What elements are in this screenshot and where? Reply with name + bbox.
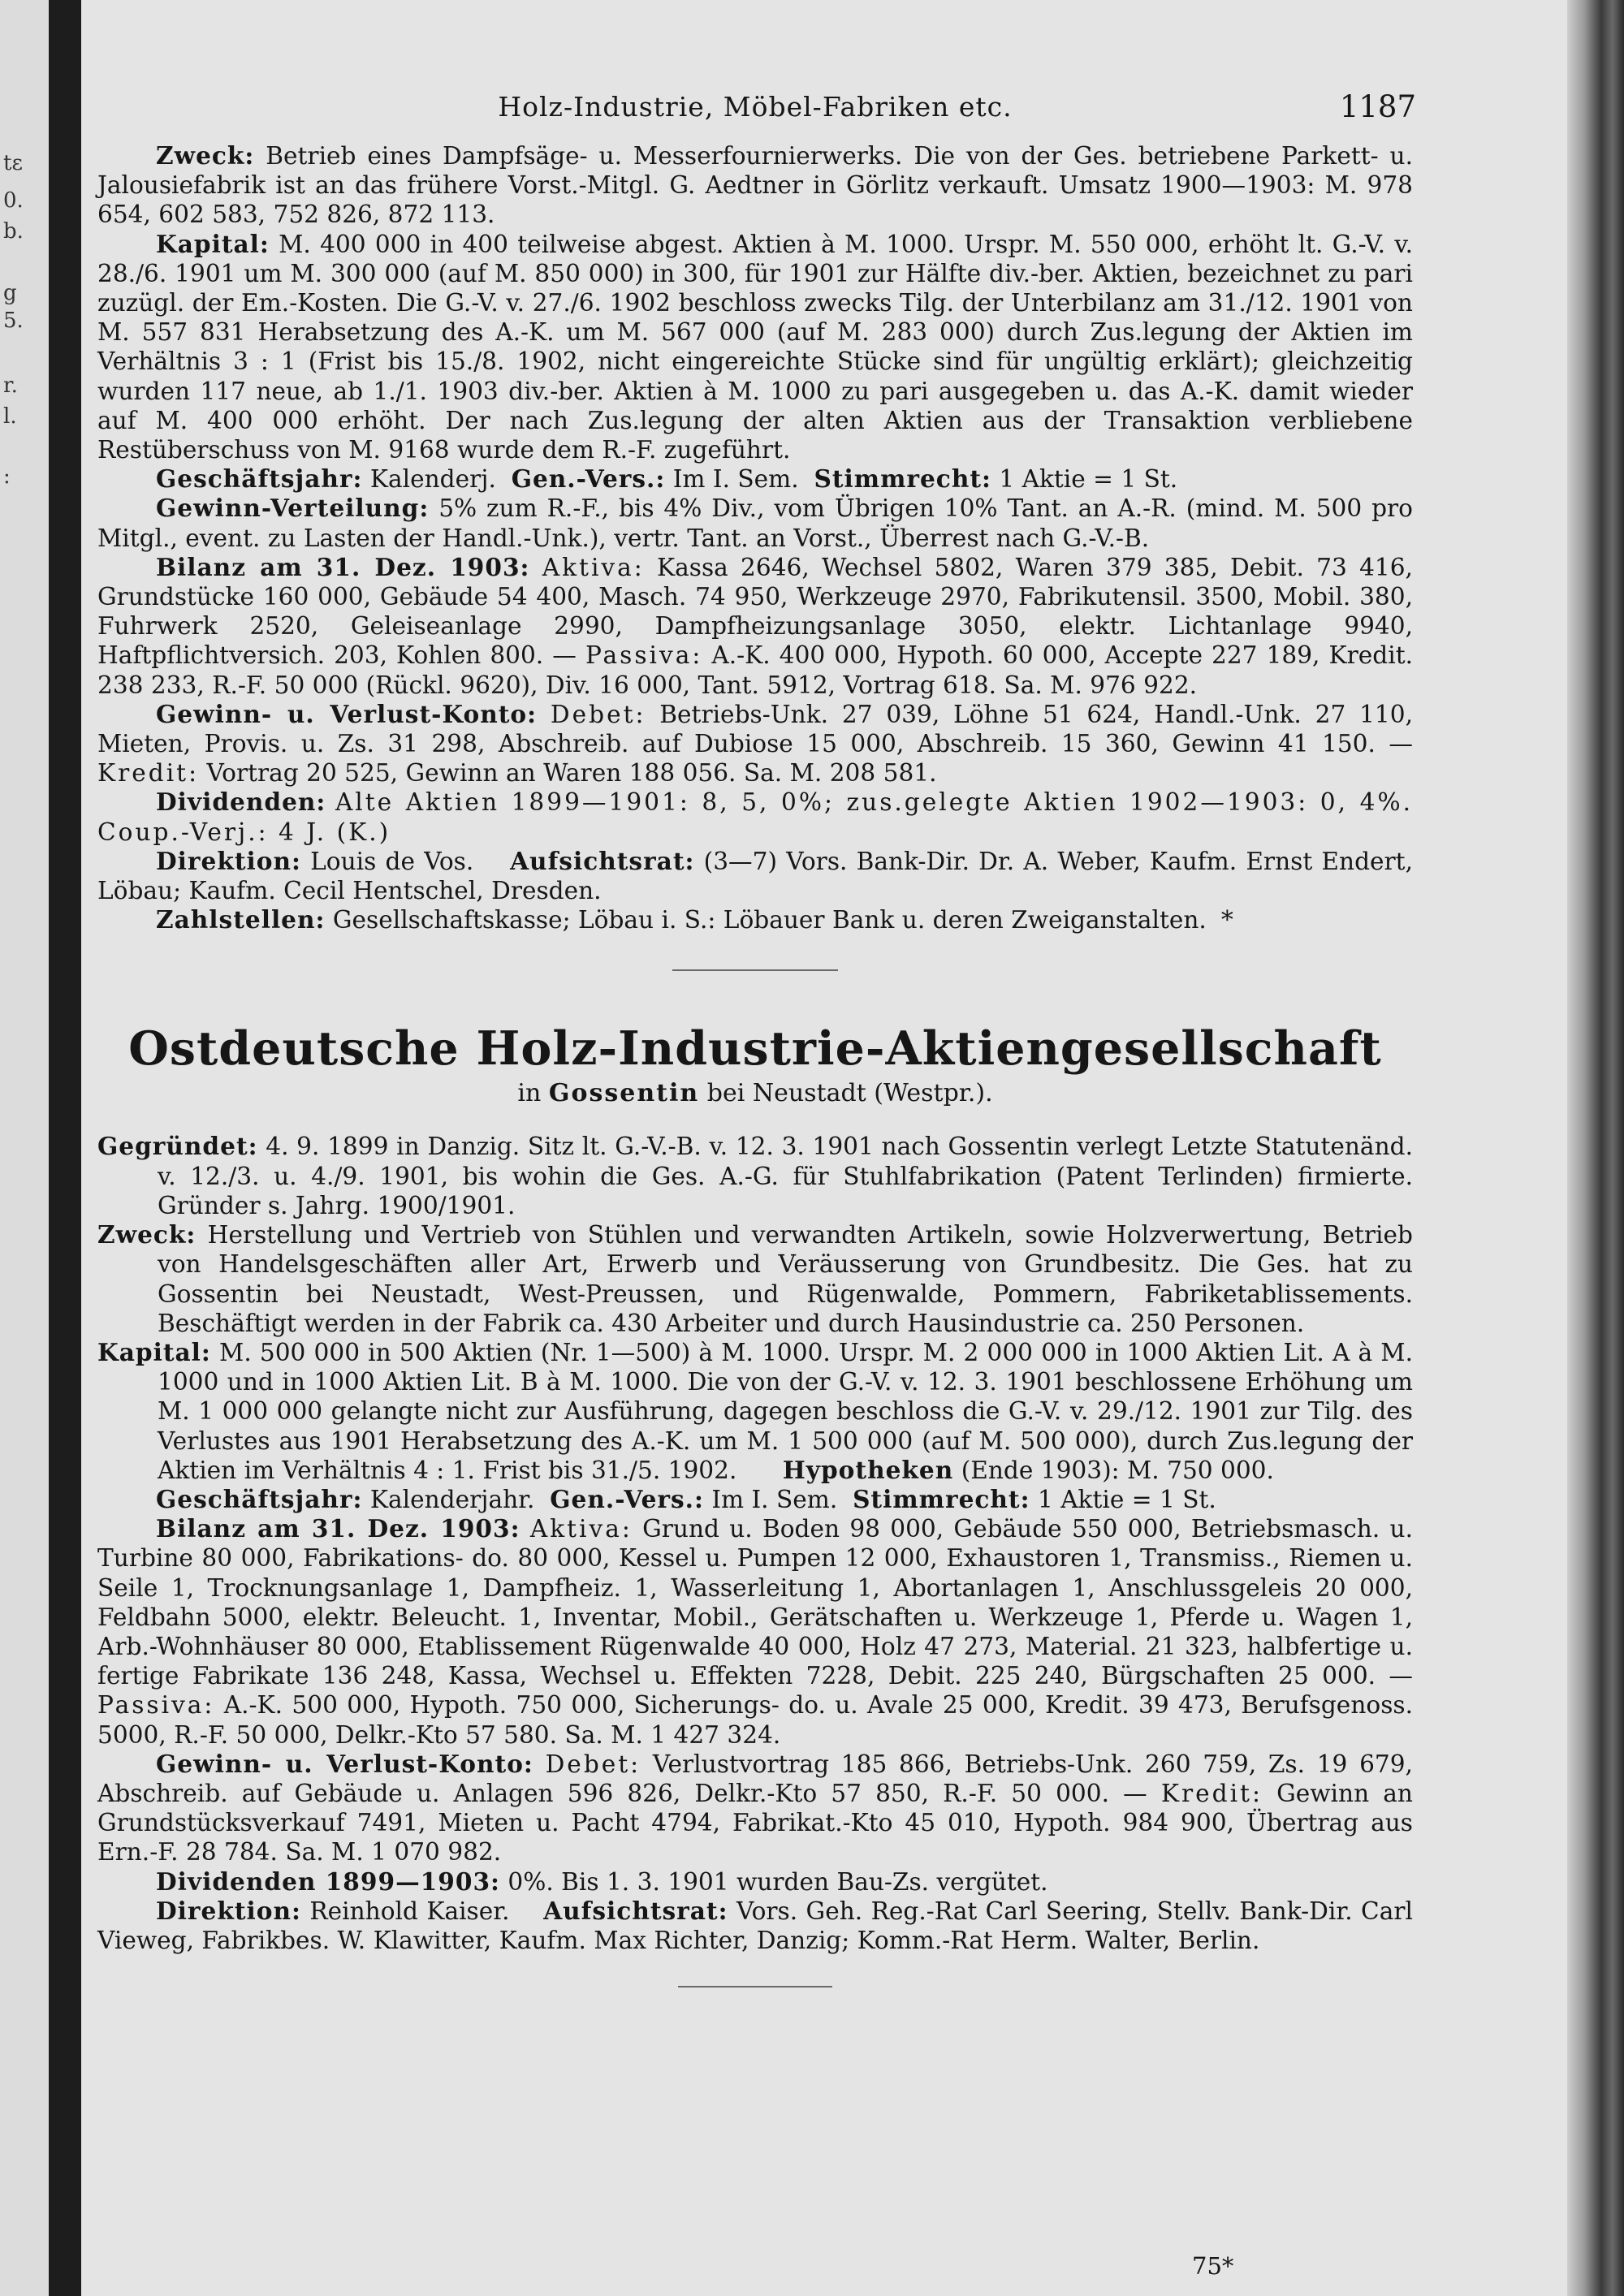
profit-distribution-paragraph — [97, 494, 1413, 552]
margin-fragment: r. — [3, 373, 18, 398]
location-prefix: in — [517, 1079, 542, 1108]
balance-sheet-liabilities: A.-K. 500 000, Hypoth. 750 000, Sicherungs- do. u. Avale 25 000, Kredit. 39 473, Berufsgenoss. 5000, R.-F. 50 000, Delkr.-Kto 57 580. Sa. M. 1 427 324. — [97, 1691, 1413, 1749]
capital-label: Kapital: — [97, 1337, 211, 1366]
running-head — [97, 81, 1416, 130]
footnote-star: * — [1220, 906, 1233, 935]
fiscal-year-label: Geschäftsjahr: — [156, 1484, 363, 1513]
profit-loss-credit: Vortrag 20 525, Gewinn an Waren 188 056. Sa. M. 208 581. — [206, 759, 937, 788]
profit-loss-debit: Betriebs-Unk. 27 039, Löhne 51 624, Handl.-Unk. 27 110, Mieten, Provis. u. Zs. 31 298, Abschreib. auf Dubiose 15 000, Abschreib. 15 360, Gewinn 41 150. — — [97, 700, 1413, 758]
running-title: Holz-Industrie, Möbel-Fabriken etc. — [498, 91, 1013, 123]
dividends-paragraph — [97, 1867, 1413, 1897]
balance-sheet-paragraph — [97, 553, 1413, 700]
dividends-label: Dividenden: — [156, 788, 326, 817]
entry-ostdeutsche-holz — [97, 1021, 1413, 1955]
margin-fragment: tε — [3, 151, 23, 175]
profit-loss-label: Gewinn- u. Verlust-Konto: — [156, 1749, 533, 1778]
balance-sheet-liabilities: A.-K. 400 000, Hypoth. 60 000, Accepte 227 189, Kredit. 238 233, R.-F. 50 000 (Rückl. 9620), Div. 16 000, Tant. 5912, Vortrag 618. Sa. M. 976 922. — [97, 641, 1413, 699]
debit-label: Debet: — [545, 1750, 641, 1778]
section-divider — [672, 969, 838, 971]
margin-fragment: : — [3, 464, 11, 489]
binding-gutter — [49, 0, 81, 2296]
printer-signature: 75* — [1192, 2252, 1234, 2280]
management-paragraph — [97, 847, 1413, 905]
page-number: 1187 — [1339, 89, 1416, 124]
paying-agents-text: Gesellschaftskasse; Löbau i. S.: Löbauer Bank u. deren Zweiganstalten. — [332, 906, 1207, 934]
margin-fragment: 5. — [3, 309, 24, 333]
general-meeting-label: Gen.-Vers.: — [511, 464, 666, 494]
general-meeting-text: Im I. Sem. — [711, 1485, 838, 1513]
location-suffix: bei Neustadt (Westpr.). — [706, 1079, 993, 1108]
section-divider — [678, 1986, 832, 1987]
margin-fragment: 0. — [3, 188, 24, 213]
voting-right-label: Stimmrecht: — [814, 464, 991, 494]
profit-loss-paragraph — [97, 1750, 1413, 1867]
margin-fragment: g — [3, 281, 17, 305]
purpose-label: Zweck: — [156, 141, 255, 170]
fiscal-year-paragraph — [97, 464, 1413, 494]
balance-sheet-paragraph — [97, 1514, 1413, 1750]
voting-right-text: 1 Aktie = 1 St. — [1037, 1485, 1216, 1513]
profit-distribution-label: Gewinn-Verteilung: — [156, 494, 430, 523]
capital-paragraph — [97, 230, 1413, 465]
balance-sheet-assets: Kassa 2646, Wechsel 5802, Waren 379 385, Debit. 73 416, Grundstücke 160 000, Gebäude 54 400, Masch. 74 950, Werkzeuge 2970, Fabrikutensil. 3500, Mobil. 380, Fuhrwerk 2520, Geleiseanlage 2990, Dampfheizungsanlage 3050, elektr. Lichtanlage 9940, Haftpflichtversich. 203, Kohlen 800. — — [97, 553, 1413, 670]
supervisory-board-text: Vors. Geh. Reg.-Rat Carl Seering, Stellv. Bank-Dir. Carl Vieweg, Fabrikbes. W. Klawitter, Kaufm. Max Richter, Danzig; Komm.-Rat Herm. Walter, Berlin. — [97, 1897, 1413, 1954]
balance-sheet-label: Bilanz am 31. Dez. 1903: — [156, 552, 530, 581]
profit-loss-paragraph — [97, 700, 1413, 788]
dividends-label: Dividenden 1899—1903: — [156, 1867, 500, 1896]
fiscal-year-text: Kalenderj. — [369, 465, 496, 494]
left-page-margin — [0, 0, 49, 2296]
assets-label: Aktiva: — [529, 1515, 633, 1543]
dividends-text: Alte Aktien 1899—1901: 8, 5, 0%; zus.gelegte Aktien 1902—1903: 0, 4%. Coup.-Verj.: 4 J. (K.) — [97, 788, 1413, 846]
company-location — [97, 1079, 1413, 1107]
supervisory-board-label: Aufsichtsrat: — [543, 1896, 728, 1925]
page-body — [97, 81, 1416, 1987]
profit-loss-debit: Verlustvortrag 185 866, Betriebs-Unk. 260 759, Zs. 19 679, Abschreib. auf Gebäude u. Anlagen 596 826, Delkr.-Kto 57 850, R.-F. 50 000. — — [97, 1750, 1413, 1807]
profit-distribution-text: 5% zum R.-F., bis 4% Div., vom Übrigen 10% Tant. an A.-R. (mind. M. 500 pro Mitgl., event. zu Lasten der Handl.-Unk.), vertr. Tant. an Vorst., Überrest nach G.-V.-B. — [97, 494, 1413, 552]
page-edge-shadow — [1567, 0, 1624, 2296]
dividends-text: 0%. Bis 1. 3. 1901 wurden Bau-Zs. vergütet. — [508, 1867, 1048, 1896]
profit-loss-credit: Gewinn an Grundstücksverkauf 7491, Mieten u. Pacht 4794, Fabrikat.-Kto 45 010, Hypoth. 984 900, Übertrag aus Ern.-F. 28 784. Sa. M. 1 070 982. — [97, 1779, 1413, 1867]
capital-label: Kapital: — [156, 229, 270, 258]
liabilities-label: Passiva: — [585, 641, 703, 670]
debit-label: Debet: — [550, 700, 646, 728]
purpose-text: Herstellung und Vertrieb von Stühlen und verwandten Artikeln, sowie Holzverwertung, Betrieb von Handelsgeschäften aller Art, Erwerb und Veräusserung von Grundbesitz. Die Ges. hat zu Gossentin bei Neustadt, West-Preussen, und Rügenwalde, Pommern, Fabriketablissements. Beschäftigt werden in der Fabrik ca. 430 Arbeiter und durch Hausindustrie ca. 250 Personen. — [158, 1221, 1413, 1337]
voting-right-text: 1 Aktie = 1 St. — [999, 465, 1178, 494]
paying-agents-label: Zahlstellen: — [156, 905, 326, 934]
purpose-label: Zweck: — [97, 1220, 197, 1249]
margin-fragment: l. — [3, 404, 17, 429]
purpose-paragraph — [97, 141, 1413, 230]
assets-label: Aktiva: — [542, 553, 645, 581]
profit-loss-label: Gewinn- u. Verlust-Konto: — [156, 699, 538, 728]
general-meeting-text: Im I. Sem. — [672, 465, 799, 494]
management-label: Direktion: — [156, 846, 301, 875]
founded-text: 4. 9. 1899 in Danzig. Sitz lt. G.-V.-B. v. 12. 3. 1901 nach Gossentin verlegt Letzte Statutenänd. v. 12./3. u. 4./9. 1901, bis wohin die Ges. A.-G. für Stuhlfabrikation (Patent Terlinden) firmierte. Gründer s. Jahrg. 1900/1901. — [158, 1133, 1413, 1219]
fiscal-year-label: Geschäftsjahr: — [156, 464, 363, 494]
founded-label: Gegründet: — [97, 1132, 258, 1161]
mortgages-text: (Ende 1903): M. 750 000. — [961, 1456, 1274, 1484]
management-paragraph — [97, 1897, 1413, 1955]
liabilities-label: Passiva: — [97, 1691, 215, 1720]
mortgages-label: Hypotheken — [782, 1455, 954, 1484]
management-text: Louis de Vos. — [310, 847, 474, 875]
balance-sheet-label: Bilanz am 31. Dez. 1903: — [156, 1514, 520, 1543]
voting-right-label: Stimmrecht: — [853, 1484, 1030, 1513]
general-meeting-label: Gen.-Vers.: — [550, 1484, 704, 1513]
capital-text: M. 400 000 in 400 teilweise abgest. Aktien à M. 1000. Urspr. M. 550 000, erhöht lt. G.-V. v. 28./6. 1901 um M. 300 000 (auf M. 850 000) in 300, für 1901 zur Hälfte div.-ber. Aktien, bezeichnet zu pari zuzügl. der Em.-Kosten. Die G.-V. v. 27./6. 1902 beschloss zwecks Tilg. der Unterbilanz am 31./12. 1901 von M. 557 831 Herabsetzung des A.-K. um M. 567 000 (auf M. 283 000) durch Zus.legung der Aktien im Verhältnis 3 : 1 (Frist bis 15./8. 1902, nicht eingereichte Stücke sind für ungültig erklärt); gleichzeitig wurden 117 neue, ab 1./1. 1903 div.-ber. Aktien à M. 1000 zu pari ausgegeben u. das A.-K. damit wieder auf M. 400 000 erhöht. Der nach Zus.legung der alten Aktien aus der Transaktion verbliebene Restüberschuss von M. 9168 wurde dem R.-F. zugeführt. — [97, 230, 1413, 464]
paying-agents-paragraph — [97, 905, 1413, 935]
management-text: Reinhold Kaiser. — [309, 1897, 510, 1925]
purpose-paragraph — [97, 1220, 1413, 1338]
founded-paragraph — [97, 1132, 1413, 1220]
company-title: Ostdeutsche Holz-Industrie-Aktiengesellschaft — [128, 1021, 1382, 1077]
supervisory-board-label: Aufsichtsrat: — [510, 846, 695, 875]
purpose-text: Betrieb eines Dampfsäge- u. Messerfournierwerks. Die von der Ges. betriebene Parkett- u. Jalousiefabrik ist an das frühere Vorst.-Mitgl. G. Aedtner in Görlitz verkauft. Umsatz 1900—1903: M. 978 654, 602 583, 752 826, 872 113. — [97, 142, 1413, 229]
fiscal-year-paragraph — [97, 1485, 1413, 1514]
credit-label: Kredit: — [1160, 1779, 1263, 1807]
entry-loebau — [97, 141, 1413, 935]
location-city: Gossentin — [548, 1079, 700, 1108]
capital-text: M. 500 000 in 500 Aktien (Nr. 1—500) à M. 1000. Urspr. M. 2 000 000 in 1000 Aktien Lit. A à M. 1000 und in 1000 Aktien Lit. B à M. 1000. Die von der G.-V. v. 12. 3. 1901 beschlossene Erhöhung um M. 1 000 000 gelangte nicht zur Ausführung, dagegen beschloss die G.-V. v. 29./12. 1901 zur Tilg. des Verlustes aus 1901 Herabsetzung des A.-K. um M. 1 500 000 (auf M. 500 000), durch Zus.legung der Aktien im Verhältnis 4 : 1. Frist bis 31./5. 1902. — [158, 1338, 1413, 1484]
balance-sheet-assets: Grund u. Boden 98 000, Gebäude 550 000, Betriebsmasch. u. Turbine 80 000, Fabrikations- do. 80 000, Kessel u. Pumpen 12 000, Exhaustoren 1, Transmiss., Riemen u. Seile 1, Trocknungsanlage 1, Dampfheiz. 1, Wasserleitung 1, Abortanlagen 1, Anschlussgeleis 20 000, Feldbahn 5000, elektr. Beleucht. 1, Inventar, Mobil., Gerätschaften u. Werkzeuge 1, Pferde u. Wagen 1, Arb.-Wohnhäuser 80 000, Etablissement Rügenwalde 40 000, Holz 47 273, Material. 21 323, halbfertige u. fertige Fabrikate 136 248, Kassa, Wechsel u. Effekten 7228, Debit. 225 240, Bürgschaften 25 000. — — [97, 1515, 1413, 1690]
margin-fragment: b. — [3, 219, 24, 244]
fiscal-year-text: Kalenderjahr. — [369, 1485, 535, 1513]
supervisory-board-text: (3—7) Vors. Bank-Dir. Dr. A. Weber, Kaufm. Ernst Endert, Löbau; Kaufm. Cecil Hentschel, Dresden. — [97, 847, 1413, 905]
management-label: Direktion: — [156, 1896, 301, 1925]
dividends-paragraph — [97, 788, 1413, 846]
credit-label: Kredit: — [97, 759, 200, 788]
capital-paragraph — [97, 1338, 1413, 1485]
